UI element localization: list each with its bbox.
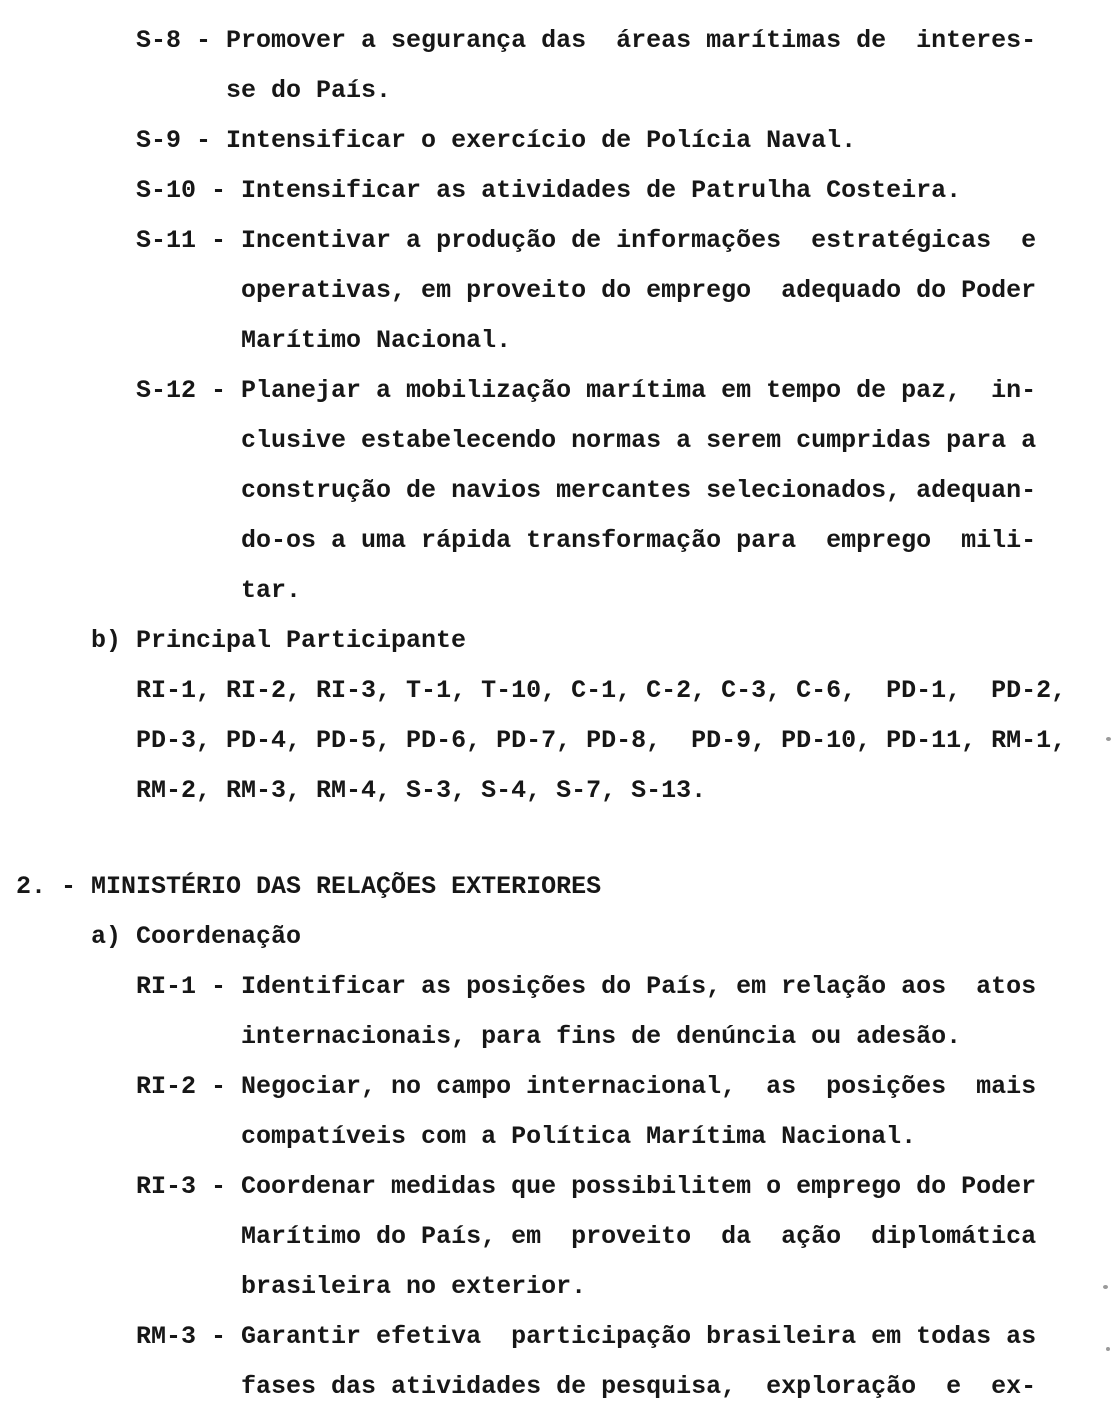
participants-line: RM-2, RM-3, RM-4, S-3, S-4, S-7, S-13. bbox=[136, 776, 707, 805]
directive-ri-1 bbox=[16, 962, 1119, 1062]
directive-s-9 bbox=[16, 116, 1119, 166]
participants-line: RI-1, RI-2, RI-3, T-1, T-10, C-1, C-2, C-3, C-6, PD-1, PD-2, bbox=[136, 676, 1067, 705]
directive-line: brasileira no exterior. bbox=[241, 1272, 587, 1301]
directive-s-11 bbox=[16, 216, 1119, 366]
directive-ri-2 bbox=[16, 1062, 1119, 1162]
directive-line: se do País. bbox=[226, 76, 392, 105]
directive-s-10 bbox=[16, 166, 1119, 216]
section-heading: 2. - MINISTÉRIO DAS RELAÇÕES EXTERIORES bbox=[16, 872, 602, 901]
directive-line: RI-1 - Identificar as posições do País, em relação aos atos bbox=[136, 972, 1037, 1001]
directive-line: Marítimo Nacional. bbox=[241, 326, 512, 355]
section-principal-participante bbox=[16, 616, 1119, 816]
participants-line: PD-3, PD-4, PD-5, PD-6, PD-7, PD-8, PD-9, PD-10, PD-11, RM-1, bbox=[136, 726, 1067, 755]
directive-s-8 bbox=[16, 16, 1119, 116]
directive-line: do-os a uma rápida transformação para emprego mili- bbox=[241, 526, 1037, 555]
directive-line: RI-2 - Negociar, no campo internacional, as posições mais bbox=[136, 1072, 1037, 1101]
participants-heading: b) Principal Participante bbox=[91, 626, 467, 655]
section-subheading: a) Coordenação bbox=[91, 922, 302, 951]
directive-s-12 bbox=[16, 366, 1119, 616]
scan-artifact bbox=[1103, 1285, 1108, 1289]
scan-artifact bbox=[1106, 737, 1111, 741]
directive-line: construção de navios mercantes selecionados, adequan- bbox=[241, 476, 1037, 505]
directive-line: S-12 - Planejar a mobilização marítima em tempo de paz, in- bbox=[136, 376, 1037, 405]
directive-line: S-11 - Incentivar a produção de informações estratégicas e bbox=[136, 226, 1037, 255]
directive-rm-3 bbox=[16, 1312, 1119, 1412]
directive-line: fases das atividades de pesquisa, exploração e ex- bbox=[241, 1372, 1037, 1401]
directive-line: RI-3 - Coordenar medidas que possibilitem o emprego do Poder bbox=[136, 1172, 1037, 1201]
directive-line: RM-3 - Garantir efetiva participação brasileira em todas as bbox=[136, 1322, 1037, 1351]
directive-line: S-10 - Intensificar as atividades de Patrulha Costeira. bbox=[136, 176, 962, 205]
directive-line: tar. bbox=[241, 576, 302, 605]
directive-line: S-8 - Promover a segurança das áreas marítimas de interes- bbox=[136, 26, 1037, 55]
directive-line: compatíveis com a Política Marítima Nacional. bbox=[241, 1122, 917, 1151]
directive-ri-3 bbox=[16, 1162, 1119, 1312]
directive-line: Marítimo do País, em proveito da ação diplomática bbox=[241, 1222, 1037, 1251]
section-ministerio-relacoes-exteriores bbox=[16, 862, 1119, 1412]
scan-artifact bbox=[1106, 1347, 1110, 1351]
section-strategy-directives bbox=[16, 16, 1119, 616]
directive-line: S-9 - Intensificar o exercício de Polícia Naval. bbox=[136, 126, 857, 155]
directive-line: operativas, em proveito do emprego adequado do Poder bbox=[241, 276, 1037, 305]
directive-line: clusive estabelecendo normas a serem cumpridas para a bbox=[241, 426, 1037, 455]
directive-line: internacionais, para fins de denúncia ou adesão. bbox=[241, 1022, 962, 1051]
